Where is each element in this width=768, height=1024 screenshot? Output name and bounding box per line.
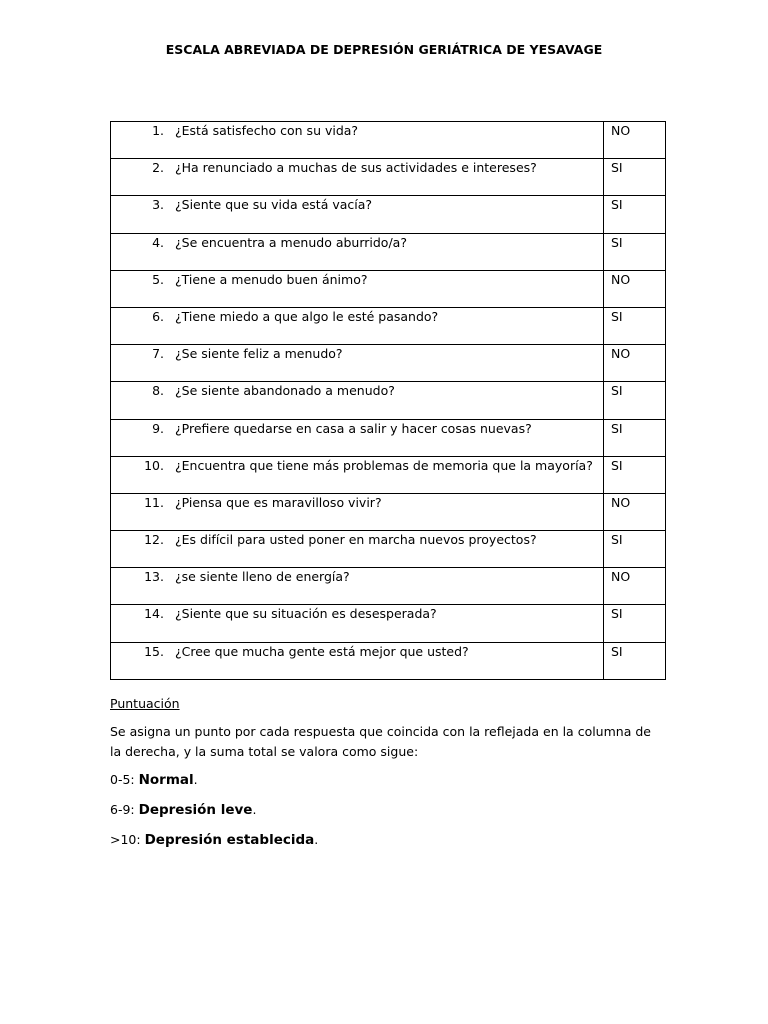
table-row <box>111 531 666 568</box>
question-text: ¿Tiene a menudo buen ánimo? <box>175 271 368 287</box>
answer-cell: SI <box>604 642 666 679</box>
scoring-heading: Puntuación <box>110 696 180 711</box>
question-cell <box>111 642 604 679</box>
question-text: ¿Se siente feliz a menudo? <box>175 346 343 362</box>
table-row <box>111 345 666 382</box>
question-cell <box>111 307 604 344</box>
score-end: . <box>193 772 198 787</box>
score-range: 6-9: <box>110 802 139 817</box>
table-row <box>111 382 666 419</box>
answer-cell: SI <box>604 419 666 456</box>
table-row <box>111 493 666 530</box>
answer-cell: SI <box>604 531 666 568</box>
question-text: ¿Se encuentra a menudo aburrido/a? <box>175 234 407 250</box>
answer-cell: NO <box>604 122 666 159</box>
question-cell <box>111 196 604 233</box>
score-range-established <box>110 831 658 849</box>
question-number: 3. <box>152 197 164 213</box>
document-title: ESCALA ABREVIADA DE DEPRESIÓN GERIÁTRICA DE YESAVAGE <box>165 42 603 57</box>
question-text: ¿Cree que mucha gente está mejor que usted? <box>175 643 469 659</box>
question-cell <box>111 233 604 270</box>
table-row <box>111 270 666 307</box>
score-label: Depresión establecida <box>144 832 315 848</box>
answer-cell: SI <box>604 307 666 344</box>
questions-table-body <box>111 122 666 680</box>
question-number: 6. <box>152 308 164 324</box>
scoring-description: Se asigna un punto por cada respuesta que coincida con la reflejada en la columna de la derecha, y la suma total se valora como sigue: <box>110 724 651 759</box>
question-number: 15. <box>144 643 164 659</box>
question-cell <box>111 159 604 196</box>
table-row <box>111 419 666 456</box>
table-row <box>111 122 666 159</box>
answer-cell: SI <box>604 456 666 493</box>
question-text: ¿Prefiere quedarse en casa a salir y hacer cosas nuevas? <box>175 420 532 436</box>
question-number: 13. <box>144 569 164 585</box>
answer-cell: SI <box>604 233 666 270</box>
question-cell <box>111 122 604 159</box>
answer-cell: NO <box>604 568 666 605</box>
table-row <box>111 233 666 270</box>
table-row <box>111 456 666 493</box>
question-cell <box>111 605 604 642</box>
question-number: 2. <box>152 160 164 176</box>
score-label: Normal <box>138 772 194 788</box>
question-number: 9. <box>152 420 164 436</box>
answer-cell: SI <box>604 159 666 196</box>
questions-table <box>110 121 666 680</box>
question-cell <box>111 568 604 605</box>
question-cell <box>111 270 604 307</box>
question-number: 12. <box>144 532 164 548</box>
table-row <box>111 642 666 679</box>
question-cell <box>111 531 604 568</box>
answer-cell: SI <box>604 605 666 642</box>
question-text: ¿Se siente abandonado a menudo? <box>175 383 395 399</box>
question-number: 8. <box>152 383 164 399</box>
score-range-normal <box>110 771 658 789</box>
answer-cell: SI <box>604 196 666 233</box>
answer-cell: NO <box>604 345 666 382</box>
question-text: ¿Es difícil para usted poner en marcha nuevos proyectos? <box>175 532 537 548</box>
question-cell <box>111 493 604 530</box>
question-text: ¿Siente que su situación es desesperada? <box>175 606 437 622</box>
scoring-section <box>110 696 658 861</box>
score-range: >10: <box>110 832 145 847</box>
table-row <box>111 605 666 642</box>
question-cell <box>111 382 604 419</box>
score-range-mild <box>110 801 658 819</box>
question-number: 10. <box>144 457 164 473</box>
question-number: 11. <box>144 494 164 510</box>
answer-cell: NO <box>604 270 666 307</box>
table-row <box>111 568 666 605</box>
question-text: ¿se siente lleno de energía? <box>175 569 350 585</box>
score-label: Depresión leve <box>138 802 253 818</box>
table-row <box>111 159 666 196</box>
question-cell <box>111 345 604 382</box>
question-number: 7. <box>152 346 164 362</box>
table-row <box>111 196 666 233</box>
question-text: ¿Siente que su vida está vacía? <box>175 197 373 213</box>
score-range: 0-5: <box>110 772 139 787</box>
question-text: ¿Encuentra que tiene más problemas de memoria que la mayoría? <box>175 457 593 473</box>
answer-cell: NO <box>604 493 666 530</box>
question-number: 1. <box>152 123 164 138</box>
question-cell <box>111 456 604 493</box>
question-text: ¿Piensa que es maravilloso vivir? <box>175 494 382 510</box>
question-text: ¿Tiene miedo a que algo le esté pasando? <box>175 308 439 324</box>
question-number: 14. <box>144 606 164 622</box>
answer-cell: SI <box>604 382 666 419</box>
question-number: 4. <box>152 234 164 250</box>
question-text: ¿Está satisfecho con su vida? <box>175 123 359 138</box>
table-row <box>111 307 666 344</box>
score-end: . <box>314 832 319 847</box>
score-end: . <box>252 802 257 817</box>
question-number: 5. <box>152 271 164 287</box>
question-cell <box>111 419 604 456</box>
question-text: ¿Ha renunciado a muchas de sus actividades e intereses? <box>175 160 537 176</box>
